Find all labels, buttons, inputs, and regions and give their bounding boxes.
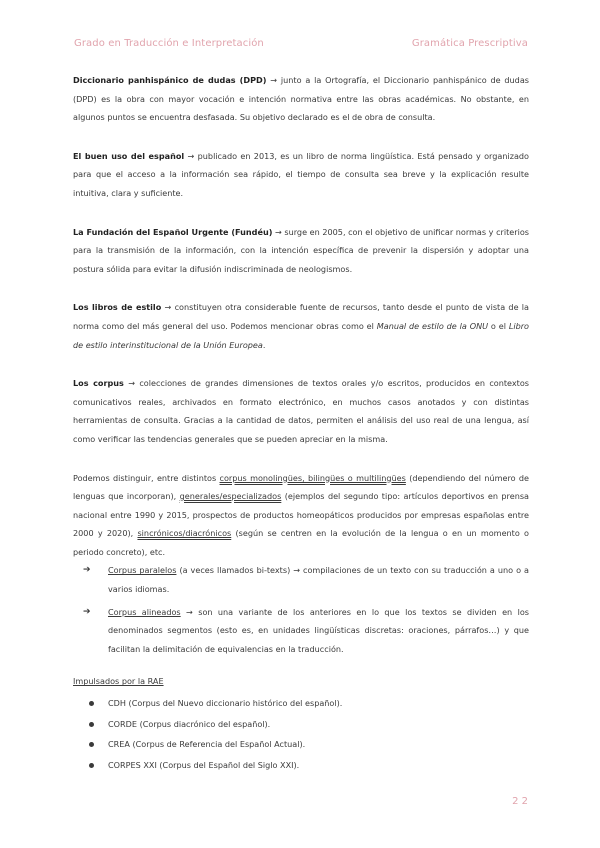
page-number: 2 2 <box>512 796 528 807</box>
corpus-types-list <box>73 561 529 658</box>
arrow-symbol: → <box>164 302 172 313</box>
list-item-text: CDH (Corpus del Nuevo diccionario histórico del español). <box>108 698 343 709</box>
term-sincronicos: sincrónicos/diacrónicos <box>137 528 232 539</box>
paragraph-text: (ejemplos del segundo tipo: artículos deportivos en prensa nacional entre 1990 y 2015, prospectos de productos homeopáticos producidos por empresas españolas entre 2000 y 2020), <box>73 491 529 539</box>
paragraph-buen-uso <box>73 147 529 203</box>
list-item <box>73 734 529 755</box>
paragraph-text: (dependiendo del número de lenguas que incorporan), <box>73 472 529 502</box>
bullet-dot-icon <box>89 701 94 706</box>
arrow-bullet-icon: ➔ <box>83 565 91 576</box>
title-manual-onu: Manual de estilo de la ONU <box>376 320 489 331</box>
bullet-dot-icon <box>89 722 94 727</box>
list-item <box>73 755 529 776</box>
paragraph-text: Podemos distinguir, entre distintos <box>73 472 220 483</box>
header-subject: Gramática Prescriptiva <box>411 38 528 49</box>
list-item <box>73 561 529 598</box>
arrow-symbol: → <box>275 226 282 237</box>
term-fundeu: La Fundación del Español Urgente (Fundéu) <box>73 226 273 237</box>
paragraph-dpd <box>73 71 529 127</box>
paragraph-corpus <box>73 374 529 448</box>
arrow-symbol: → <box>187 150 195 161</box>
term-libros-estilo: Los libros de estilo <box>73 302 162 313</box>
term-generales: generales/especializados <box>179 491 282 502</box>
paragraph-text: constituyen otra considerable fuente de recursos, tanto desde el punto de vista de la norma como del más general del uso. Podemos mencionar obras como el <box>73 302 529 331</box>
arrow-symbol: → <box>270 75 278 85</box>
paragraph-libros-estilo <box>73 298 529 354</box>
list-item <box>73 693 529 714</box>
paragraph-text: . <box>262 339 266 350</box>
list-item-text: CORDE (Corpus diacrónico del español). <box>108 718 271 729</box>
section-heading-rae: Impulsados por la RAE <box>73 676 164 687</box>
paragraph-text: o el <box>488 320 509 331</box>
list-item <box>73 603 529 659</box>
list-item-text: (a veces llamados bi-texts) → compilaciones de un texto con su traducción a uno o a varios idiomas. <box>108 565 529 595</box>
list-item <box>73 714 529 735</box>
term-corpus: Los corpus <box>73 378 124 389</box>
paragraph-text: publicado en 2013, es un libro de norma lingüística. Está pensado y organizado para que el acceso a la información sea rápido, el tiempo de consulta sea breve y la explicación resulte intuitiva, clara y suficiente. <box>73 150 529 198</box>
header-course: Grado en Traducción e Interpretación <box>74 38 264 49</box>
document-body <box>73 71 529 775</box>
term-alineados: Corpus alineados <box>108 606 181 617</box>
paragraph-text: colecciones de grandes dimensiones de textos orales y/o escritos, producidos en contextos comunicativos reales, archivados en formato electrónico, en muchos casos anotados y con distintas herramientas de consulta. Gracias a la cantidad de datos, permiten el análisis del uso real de una lengua, así como verificar las tendencias generales que se pueden apreciar en la misma. <box>73 378 530 444</box>
list-item-text: CREA (Corpus de Referencia del Español Actual). <box>108 739 306 750</box>
list-item-text: CORPES XXI (Corpus del Español del Siglo XXI). <box>108 759 300 770</box>
term-buen-uso: El buen uso del español <box>73 150 185 161</box>
paragraph-text: surge en 2005, con el objetivo de unificar normas y criterios para la transmisión de la información, con la intención específica de prevenir la dispersión y adoptar una postura sólida para evitar la difusión indiscriminada de neologismos. <box>73 226 529 274</box>
rae-corpus-list <box>73 693 529 775</box>
arrow-bullet-icon: ➔ <box>83 606 91 617</box>
paragraph-text: (según se centren en la evolución de la lengua o en un momento o periodo concreto), etc. <box>73 528 529 557</box>
term-monolingues: corpus monolingües, bilingües o multilingües <box>219 472 406 483</box>
term-dpd: Diccionario panhispánico de dudas (DPD) <box>73 75 267 85</box>
paragraph-distinguish <box>73 469 529 562</box>
paragraph-fundeu <box>73 223 529 279</box>
bullet-dot-icon <box>89 742 94 747</box>
bullet-dot-icon <box>89 763 94 768</box>
term-paralelos: Corpus paralelos <box>108 565 177 576</box>
arrow-symbol: → <box>128 378 135 389</box>
title-libro-ue: Libro de estilo interinstitucional de la Unión Europea <box>73 320 529 350</box>
list-item-text: → son una variante de los anteriores en lo que los textos se dividen en los denominados segmentos (esto es, en unidades lingüísticas discretas: oraciones, párrafos…) y que facilitan la delimitación de equivalencias en la traducción. <box>108 606 529 654</box>
paragraph-text: junto a la Ortografía, el Diccionario panhispánico de dudas (DPD) es la obra con mayor vocación e intención normativa entre las obras académicas. No obstante, en algunos puntos se encuentra desfasada. Su objetivo declarado es el de obra de consulta. <box>73 75 529 123</box>
